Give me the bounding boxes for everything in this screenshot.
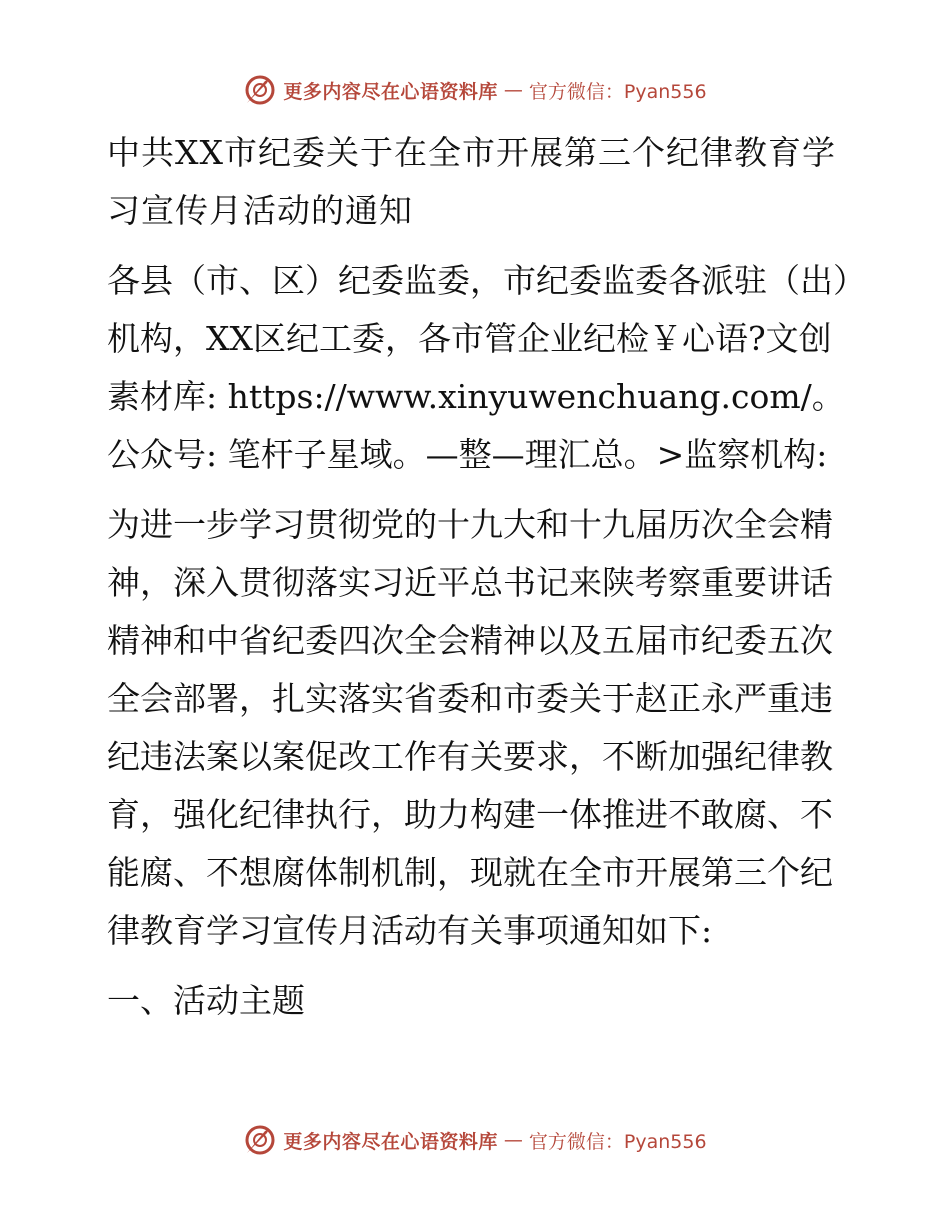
watermark-separator: — bbox=[503, 79, 523, 101]
watermark-text: 更多内容尽在心语资料库 bbox=[283, 80, 498, 103]
quill-logo-icon bbox=[243, 1123, 277, 1157]
watermark-wechat: 官方微信：Pyan556 bbox=[528, 1130, 707, 1153]
watermark-banner-bottom bbox=[0, 1120, 950, 1160]
quill-logo-icon bbox=[243, 73, 277, 107]
document-title: 中共XX市纪委关于在全市开展第三个纪律教育学习宣传月活动的通知 bbox=[107, 133, 836, 230]
watermark-text: 更多内容尽在心语资料库 bbox=[283, 1130, 498, 1153]
document-salutation: 各县（市、区）纪委监委，市纪委监委各派驻（出）机构，XX区纪工委，各市管企业纪检￥心语?文创素材库: https://www.xinyuwenchuang.com/。公众号: 笔杆子星域。—整—理汇总。>监察机构: bbox=[107, 261, 850, 474]
watermark-separator: — bbox=[503, 1129, 523, 1151]
watermark-wechat: 官方微信：Pyan556 bbox=[528, 80, 707, 103]
watermark-banner-top bbox=[0, 70, 950, 110]
section-heading: 一、活动主题 bbox=[107, 981, 305, 1020]
document-body-paragraph: 为进一步学习贯彻党的十九大和十九届历次全会精神，深入贯彻落实习近平总书记来陕考察重要讲话精神和中省纪委四次全会精神以及五届市纪委五次全会部署，扎实落实省委和市委关于赵正永严重违纪违法案以案促改工作有关要求，不断加强纪律教育，强化纪律执行，助力构建一体推进不敢腐、不能腐、不想腐体制机制，现就在全市开展第三个纪律教育学习宣传月活动有关事项通知如下: bbox=[107, 505, 833, 950]
document-body bbox=[97, 124, 857, 1030]
